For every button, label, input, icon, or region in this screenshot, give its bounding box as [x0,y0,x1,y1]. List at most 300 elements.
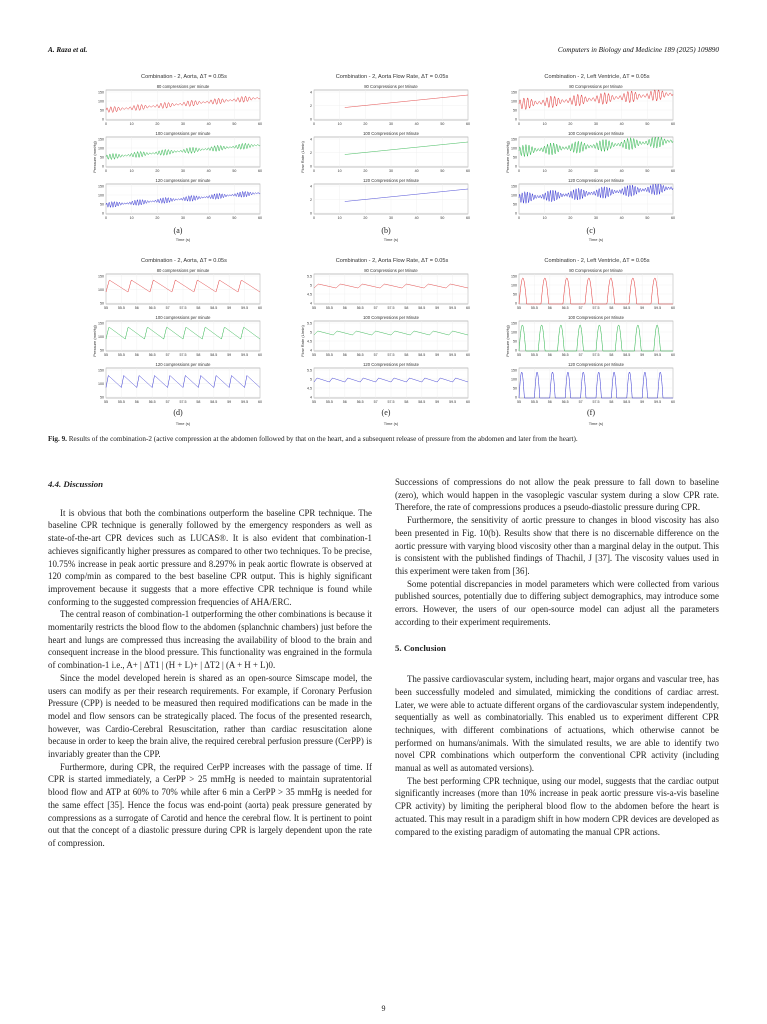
x-tick-label: 30 [181,169,185,173]
y-tick-label: 100 [511,193,517,198]
y-axis-label: Pressure (mmHg) [92,141,97,173]
row-subtitle: 80 Compressions per Minute [569,84,623,89]
x-tick-label: 58.5 [210,400,218,404]
x-axis-label: Time (s) [175,237,191,242]
chart-title: Combination - 2, Aorta Flow Rate, ΔT = 0.05s [335,258,449,264]
x-tick-label: 50 [645,122,650,126]
x-tick-label: 40 [619,122,624,126]
right-column [395,476,719,838]
row-subtitle: 80 Compressions per Minute [569,268,623,273]
x-tick-label: 0 [518,122,520,126]
x-tick-label: 57.5 [592,306,600,310]
x-tick-label: 55 [104,306,108,310]
discussion-paragraph: Some potential discrepancies in model parameters which were collected from various published sources, potentially due to differing subject demographics, may introduce some errors. However, the users of our open-source model can adjust all the parameters according to their experiment requirements. [395,578,719,627]
x-tick-label: 50 [440,122,445,126]
discussion-paragraph: It is obvious that both the combinations outperform the baseline CPR technique. The baseline CPR technique is generally followed by the emergency responders as well as state-of-the-art CPR devices such as LUCAS®. It is also evident that combination-1 achieves significantly higher pressures as compared to other two techniques. To be precise, 10.75% increase in peak aortic pressure and 8.297% in peak aortic flowrate is observed at 120 comp/min as compared to the best baseline CPR output. This is highly significant improvement because it suggests that a more effective CPR technique is found while conforming to the suggested compression frequencies of AHA/ERC. [48,507,372,607]
x-tick-label: 0 [518,216,520,220]
x-tick-label: 60 [671,353,675,357]
y-tick-label: 0 [515,395,517,400]
y-tick-label: 0 [515,164,517,169]
row-subtitle: 80 compressions per minute [156,84,210,89]
x-tick-label: 59 [227,400,232,404]
chart-title: Combination - 2, Aorta, ΔT = 0.05s [141,258,227,264]
x-tick-label: 56 [342,400,347,404]
row-subtitle: 100 Compressions per Minute [363,315,419,320]
discussion-paragraph: The central reason of combination-1 outperforming the other combinations is because it momentarily restricts the blood flow to the abdomen (splanchnic chambers) just before the heart and lungs are compressed thus increasing the availability of blood to the brain and consequent increase in the blood pressure. This functionality was engrained in the formula of combination-1 i.e., A+ | ΔT1 | (H + L)+ | ΔT2 | (A + H + L)0. [48,609,372,671]
y-tick-label: 5 [310,283,312,288]
y-tick-label: 150 [511,274,517,279]
x-tick-label: 58 [196,400,201,404]
x-tick-label: 59 [640,353,645,357]
discussion-paragraph: Successions of compressions do not allow the peak pressure to fall down to baseline (zero), which would happen in the vasoplegic vascular system during a slow CPR rate. Therefore, the rate of compressions produces a pseudo-diastolic pressure during CPR. [395,477,719,513]
caption-label: Fig. 9. [48,435,67,443]
y-tick-label: 50 [100,202,104,207]
x-tick-label: 60 [258,122,262,126]
panel-label: (d) [173,408,183,417]
y-tick-label: 2 [310,103,312,108]
x-tick-label: 10 [542,216,547,220]
x-tick-label: 20 [568,216,573,220]
x-axis-label: Time (s) [588,237,604,242]
discussion-paragraph: Furthermore, the sensitivity of aortic pressure to changes in blood viscosity has also been presented in Fig. 10(b). Results show that there is no discernable difference on the aortic pressure with varying blood viscosity other than a marginal delay in the output. This is consistent with the published findings of Thachil, J [37]. The viscosity values used in this experiment were taken from [36]. [395,515,719,576]
chart-svg [505,256,677,426]
x-tick-label: 60 [466,353,470,357]
y-tick-label: 100 [98,287,104,292]
chart-panel-a [92,72,264,242]
y-tick-label: 0 [310,117,312,122]
x-tick-label: 56.5 [356,306,364,310]
x-tick-label: 57.5 [179,400,187,404]
y-tick-label: 0 [102,164,104,169]
y-axis-label: Pressure (mmHg) [505,141,510,173]
x-tick-label: 58.5 [623,353,631,357]
x-tick-label: 58 [196,353,201,357]
x-tick-label: 58.5 [418,353,426,357]
x-tick-label: 60 [671,169,675,173]
y-tick-label: 50 [100,155,104,160]
x-tick-label: 0 [105,216,107,220]
x-tick-label: 50 [232,216,237,220]
x-tick-label: 56.5 [148,400,156,404]
y-tick-label: 5.5 [307,274,312,279]
x-tick-label: 60 [466,216,470,220]
x-tick-label: 40 [619,216,624,220]
y-tick-label: 4 [310,90,312,95]
chart-svg [505,72,677,242]
x-tick-label: 57 [165,400,170,404]
author-running-head: A. Raza et al. [48,46,88,54]
conclusion-paragraph: The passive cardiovascular system, including heart, major organs and vascular tree, has been successfully modeled and simulated, mimicking the conditions of cardiac arrest. Later, we were able to actuate different organs of the cardiovascular system independently, sequentially as well as combinatorially. This enabled us to experiment different CPR techniques, with different combinations of actuations, which otherwise cannot be performed on humans/animals. With the simulated results, we are able to identify two novel CPR combinations which outperform the conventional CPR activity (including manual as well as automated versions). [395,674,719,774]
x-tick-label: 56 [547,400,552,404]
y-axis-label: Flow Rate (L/min) [300,325,305,357]
y-tick-label: 4 [310,184,312,189]
x-tick-label: 56.5 [561,353,569,357]
x-tick-label: 10 [542,122,547,126]
x-tick-label: 55 [104,353,108,357]
x-tick-label: 56 [134,353,139,357]
x-tick-label: 59.5 [241,306,249,310]
x-tick-label: 59.5 [449,353,457,357]
x-tick-label: 60 [258,216,262,220]
x-tick-label: 0 [518,169,520,173]
y-tick-label: 150 [98,184,104,189]
x-tick-label: 60 [466,306,470,310]
row-subtitle: 100 compressions per minute [155,315,211,320]
row-subtitle: 120 Compressions per Minute [568,362,624,367]
y-tick-label: 100 [98,99,104,104]
x-tick-label: 58 [404,400,409,404]
x-axis-label: Time (s) [175,421,191,426]
x-tick-label: 57.5 [387,306,395,310]
x-tick-label: 30 [594,122,598,126]
x-tick-label: 40 [619,169,624,173]
y-tick-label: 100 [511,146,517,151]
chart-svg [92,256,264,426]
x-tick-label: 0 [105,169,107,173]
chart-title: Combination - 2, Aorta, ΔT = 0.05s [141,74,227,80]
y-tick-label: 4 [310,395,312,400]
y-tick-label: 0 [310,211,312,216]
y-axis-label: Pressure (mmHg) [92,325,97,357]
x-tick-label: 20 [155,122,160,126]
y-tick-label: 5 [310,330,312,335]
x-tick-label: 59 [435,400,440,404]
y-tick-label: 50 [513,386,517,391]
x-tick-label: 56 [342,353,347,357]
x-tick-label: 58.5 [623,400,631,404]
discussion-paragraph: Since the model developed herein is shared as an open-source Simscape model, the users can modify as per their research requirements. For example, if Coronary Perfusion Pressure (CPP) is needed to be measured then required modifications can be made in the model and flow sensors can be strategically placed. The focus of the presented research, however, was Cardio-Cerebral Resuscitation, rather than cardiac resuscitation alone because in order to keep the brain alive, the required cerebral perfusion pressure (CerPP) is invariably greater than the CPP. [48,672,372,760]
x-tick-label: 56.5 [561,400,569,404]
x-tick-label: 59 [435,306,440,310]
y-tick-label: 4 [310,301,312,306]
x-tick-label: 60 [258,400,262,404]
row-subtitle: 100 compressions per minute [155,131,211,136]
x-tick-label: 58.5 [418,306,426,310]
chart-panel-d [92,256,264,426]
x-axis-label: Time (s) [383,237,399,242]
x-tick-label: 40 [414,122,419,126]
x-tick-label: 58 [609,353,614,357]
x-tick-label: 57 [165,353,170,357]
x-tick-label: 40 [414,216,419,220]
x-tick-label: 30 [389,169,393,173]
x-tick-label: 56.5 [356,400,364,404]
y-tick-label: 100 [511,283,517,288]
x-tick-label: 57 [373,306,378,310]
y-tick-label: 50 [513,292,517,297]
x-tick-label: 60 [466,400,470,404]
x-tick-label: 56.5 [148,306,156,310]
x-tick-label: 55 [312,400,316,404]
x-tick-label: 55.5 [325,400,333,404]
x-tick-label: 59 [227,353,232,357]
x-tick-label: 58.5 [210,353,218,357]
x-tick-label: 58 [609,400,614,404]
chart-svg [300,72,472,242]
panel-label: (f) [587,408,595,417]
x-tick-label: 60 [466,169,470,173]
x-tick-label: 55.5 [530,400,538,404]
x-tick-label: 57.5 [592,400,600,404]
x-tick-label: 10 [337,169,342,173]
chart-panel-b [300,72,472,242]
y-tick-label: 50 [513,108,517,113]
y-tick-label: 150 [98,274,104,279]
x-tick-label: 20 [363,122,368,126]
x-tick-label: 50 [232,122,237,126]
x-tick-label: 59.5 [449,400,457,404]
y-tick-label: 50 [100,395,104,400]
y-tick-label: 4.5 [307,292,312,297]
conclusion-heading: 5. Conclusion [395,643,446,654]
y-tick-label: 2 [310,150,312,155]
chart-panel-e [300,256,472,426]
x-tick-label: 40 [206,216,211,220]
x-tick-label: 55.5 [530,306,538,310]
x-tick-label: 50 [645,169,650,173]
conclusion-paragraph: The best performing CPR technique, using our model, suggests that the cardiac output significantly increases (more than 10% increase in peak aortic pressure vis-a-vis baseline CPR activity) by limiting the peripheral blood flow to the abdomen before the heart is actuated. This may result in a paradigm shift in how modern CPR devices are developed as compared to the existing paradigm of automating the manual CPR actions. [395,775,719,837]
chart-panel-c [505,72,677,242]
x-tick-label: 30 [594,169,598,173]
y-tick-label: 4 [310,348,312,353]
journal-running-head: Computers in Biology and Medicine 189 (2025) 109890 [557,46,719,54]
x-tick-label: 10 [337,216,342,220]
row-subtitle: 120 compressions per minute [155,178,211,183]
y-tick-label: 100 [98,381,104,386]
x-tick-label: 55 [312,306,316,310]
chart-title: Combination - 2, Aorta Flow Rate, ΔT = 0.05s [335,74,449,80]
y-tick-label: 50 [100,108,104,113]
x-axis-label: Time (s) [383,421,399,426]
x-tick-label: 57 [165,306,170,310]
y-axis-label: Flow Rate (L/min) [300,141,305,173]
x-axis-label: Time (s) [588,421,604,426]
x-tick-label: 57 [578,353,583,357]
y-tick-label: 150 [511,321,517,326]
x-tick-label: 58.5 [623,306,631,310]
y-tick-label: 150 [98,321,104,326]
caption-text: Results of the combination-2 (active compression at the abdomen followed by that on the heart, and a subsequent release of pressure from the abdomen and later from the heart). [68,435,578,443]
x-tick-label: 55 [517,306,521,310]
y-tick-label: 150 [511,368,517,373]
row-subtitle: 100 Compressions per Minute [568,131,624,136]
panel-label: (c) [586,226,596,235]
x-tick-label: 55.5 [325,353,333,357]
x-tick-label: 57 [373,400,378,404]
x-tick-label: 58 [404,306,409,310]
x-tick-label: 55 [104,400,108,404]
y-tick-label: 4 [310,137,312,142]
row-subtitle: 120 Compressions per Minute [363,362,419,367]
x-tick-label: 56 [547,306,552,310]
x-tick-label: 20 [155,169,160,173]
x-tick-label: 56 [134,306,139,310]
row-subtitle: 80 compressions per minute [156,268,210,273]
figure-caption [48,434,720,445]
y-tick-label: 5.5 [307,368,312,373]
panel-label: (a) [173,226,183,235]
x-tick-label: 56 [342,306,347,310]
x-tick-label: 40 [206,169,211,173]
row-subtitle: 120 Compressions per Minute [568,178,624,183]
x-tick-label: 10 [129,169,134,173]
y-tick-label: 5.5 [307,321,312,326]
x-tick-label: 58.5 [210,306,218,310]
x-tick-label: 50 [440,169,445,173]
x-tick-label: 57.5 [179,306,187,310]
y-tick-label: 50 [513,202,517,207]
left-column [48,478,372,850]
x-tick-label: 57 [373,353,378,357]
x-tick-label: 30 [389,216,393,220]
x-tick-label: 58 [609,306,614,310]
page-number: 9 [381,1004,386,1013]
x-tick-label: 59.5 [241,400,249,404]
x-tick-label: 59 [640,400,645,404]
x-tick-label: 57.5 [179,353,187,357]
x-tick-label: 60 [258,353,262,357]
y-tick-label: 5 [310,377,312,382]
panel-label: (e) [381,408,391,417]
x-tick-label: 55.5 [117,353,125,357]
y-tick-label: 50 [100,348,104,353]
x-tick-label: 0 [313,169,315,173]
x-tick-label: 55.5 [530,353,538,357]
y-tick-label: 100 [98,334,104,339]
x-tick-label: 59.5 [654,306,662,310]
x-tick-label: 30 [181,122,185,126]
x-tick-label: 60 [671,216,675,220]
x-tick-label: 0 [105,122,107,126]
x-tick-label: 57.5 [387,353,395,357]
x-tick-label: 59 [640,306,645,310]
y-tick-label: 0 [310,164,312,169]
x-tick-label: 30 [594,216,598,220]
y-tick-label: 150 [98,368,104,373]
x-tick-label: 20 [363,216,368,220]
y-tick-label: 150 [511,90,517,95]
row-subtitle: 80 Compressions per Minute [364,84,418,89]
x-tick-label: 10 [129,216,134,220]
discussion-paragraph: Furthermore, during CPR, the required CerPP increases with the passage of time. If CPR is started immediately, a CerPP > 25 mmHg is needed to maintain supratentorial blood flow and ATP at 60% to 70% while after 6 min a CerPP > 35 mmHg is needed for the same effect [35]. Hence the focus was end-point (aorta) peak pressure generated by compressions as a surrogate of Carotid and hence the cerebral flow. It is pertinent to point out that the concept of a diastolic pressure during CPR is largely dependent upon the rate of compression. [48,761,372,848]
x-tick-label: 57 [578,306,583,310]
y-tick-label: 0 [515,211,517,216]
x-tick-label: 59.5 [449,306,457,310]
chart-title: Combination - 2, Left Ventricle, ΔT = 0.05s [544,74,650,80]
y-tick-label: 150 [98,90,104,95]
y-tick-label: 100 [511,99,517,104]
x-tick-label: 55.5 [117,400,125,404]
y-tick-label: 4.5 [307,386,312,391]
x-tick-label: 59.5 [654,353,662,357]
y-axis-label: Pressure (mmHg) [505,325,510,357]
x-tick-label: 58 [404,353,409,357]
x-tick-label: 55 [517,353,521,357]
x-tick-label: 60 [466,122,470,126]
x-tick-label: 60 [671,306,675,310]
discussion-heading: 4.4. Discussion [48,479,104,489]
x-tick-label: 59 [435,353,440,357]
y-tick-label: 0 [102,211,104,216]
x-tick-label: 55 [312,353,316,357]
x-tick-label: 56 [134,400,139,404]
y-tick-label: 100 [511,377,517,382]
x-tick-label: 57.5 [387,400,395,404]
y-tick-label: 0 [515,301,517,306]
x-tick-label: 20 [363,169,368,173]
x-tick-label: 56.5 [148,353,156,357]
x-tick-label: 60 [258,169,262,173]
x-tick-label: 55 [517,400,521,404]
y-tick-label: 2 [310,197,312,202]
y-tick-label: 150 [98,137,104,142]
x-tick-label: 30 [389,122,393,126]
y-tick-label: 100 [98,193,104,198]
chart-svg [92,72,264,242]
x-tick-label: 58 [196,306,201,310]
x-tick-label: 50 [440,216,445,220]
y-tick-label: 150 [511,137,517,142]
chart-svg [300,256,472,426]
row-subtitle: 120 Compressions per Minute [363,178,419,183]
x-tick-label: 40 [414,169,419,173]
x-tick-label: 57 [578,400,583,404]
x-tick-label: 58.5 [418,400,426,404]
chart-panel-f [505,256,677,426]
x-tick-label: 60 [258,306,262,310]
y-tick-label: 100 [511,330,517,335]
x-tick-label: 20 [568,122,573,126]
x-tick-label: 50 [232,169,237,173]
x-tick-label: 59.5 [654,400,662,404]
y-tick-label: 4.5 [307,339,312,344]
row-subtitle: 80 Compressions per Minute [364,268,418,273]
x-tick-label: 59.5 [241,353,249,357]
y-tick-label: 50 [513,155,517,160]
x-tick-label: 60 [671,400,675,404]
x-tick-label: 20 [568,169,573,173]
x-tick-label: 56.5 [561,306,569,310]
x-tick-label: 0 [313,122,315,126]
y-tick-label: 50 [100,301,104,306]
row-subtitle: 120 compressions per minute [155,362,211,367]
y-tick-label: 0 [102,117,104,122]
row-subtitle: 100 Compressions per Minute [363,131,419,136]
x-tick-label: 0 [313,216,315,220]
x-tick-label: 40 [206,122,211,126]
y-tick-label: 0 [515,348,517,353]
x-tick-label: 55.5 [117,306,125,310]
x-tick-label: 10 [129,122,134,126]
y-tick-label: 150 [511,184,517,189]
x-tick-label: 57.5 [592,353,600,357]
x-tick-label: 10 [542,169,547,173]
x-tick-label: 56.5 [356,353,364,357]
y-tick-label: 0 [515,117,517,122]
x-tick-label: 20 [155,216,160,220]
x-tick-label: 50 [645,216,650,220]
x-tick-label: 10 [337,122,342,126]
y-tick-label: 50 [513,339,517,344]
chart-title: Combination - 2, Left Ventricle, ΔT = 0.05s [544,258,650,264]
x-tick-label: 55.5 [325,306,333,310]
panel-label: (b) [381,226,391,235]
x-tick-label: 56 [547,353,552,357]
x-tick-label: 60 [671,122,675,126]
row-subtitle: 100 Compressions per Minute [568,315,624,320]
x-tick-label: 30 [181,216,185,220]
x-tick-label: 59 [227,306,232,310]
